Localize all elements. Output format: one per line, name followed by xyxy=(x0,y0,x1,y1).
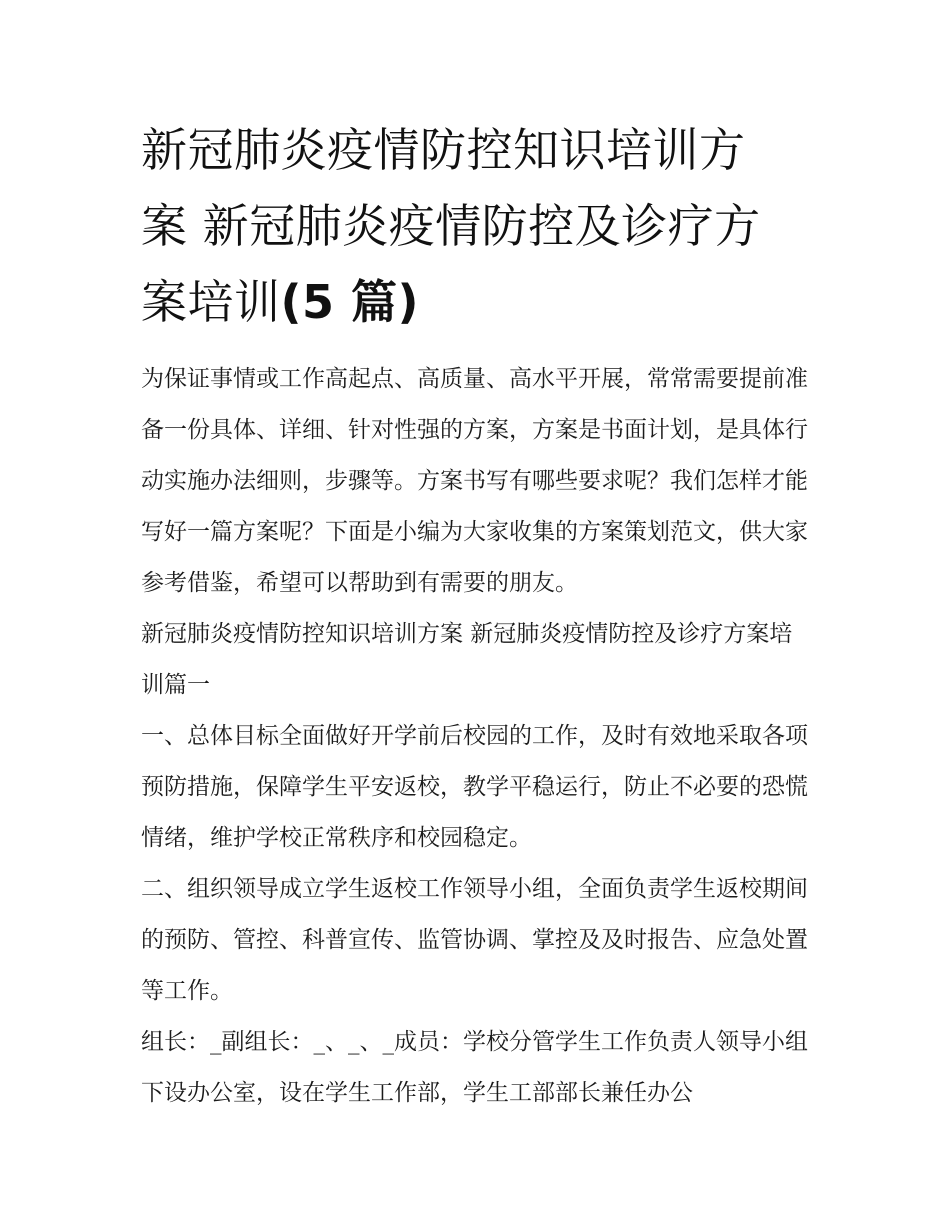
section-heading: 新冠肺炎疫情防控知识培训方案 新冠肺炎疫情防控及诊疗方案培训篇一 xyxy=(141,621,793,698)
paragraph-team-members: 组长：_副组长：_、_、_成员：学校分管学生工作负责人领导小组下设办公室，设在学生工作部，学生工部部长兼任办公 xyxy=(141,1029,808,1106)
paragraph-organization: 二、组织领导成立学生返校工作领导小组，全面负责学生返校期间的预防、管控、科普宣传、监管协调、掌控及及时报告、应急处置等工作。 xyxy=(141,876,808,1004)
title-line-2: 案 新冠肺炎疫情防控及诊疗方 xyxy=(141,199,761,253)
title-count: (5 篇) xyxy=(280,275,420,329)
document-title xyxy=(141,112,813,340)
intro-paragraph: 为保证事情或工作高起点、高质量、高水平开展，常常需要提前准备一份具体、详细、针对性强的方案，方案是书面计划，是具体行动实施办法细则，步骤等。方案书写有哪些要求呢？我们怎样才能写好一篇方案呢？下面是小编为大家收集的方案策划范文，供大家参考借鉴，希望可以帮助到有需要的朋友。 xyxy=(141,366,808,596)
title-line-1: 新冠肺炎疫情防控知识培训方 xyxy=(141,123,746,177)
title-line-3: 案培训 xyxy=(141,275,281,329)
document-page xyxy=(141,112,813,1119)
paragraph-overall-goal: 一、总体目标全面做好开学前后校园的工作，及时有效地采取各项预防措施，保障学生平安返校，教学平稳运行，防止不必要的恐慌情绪，维护学校正常秩序和校园稳定。 xyxy=(141,723,808,851)
